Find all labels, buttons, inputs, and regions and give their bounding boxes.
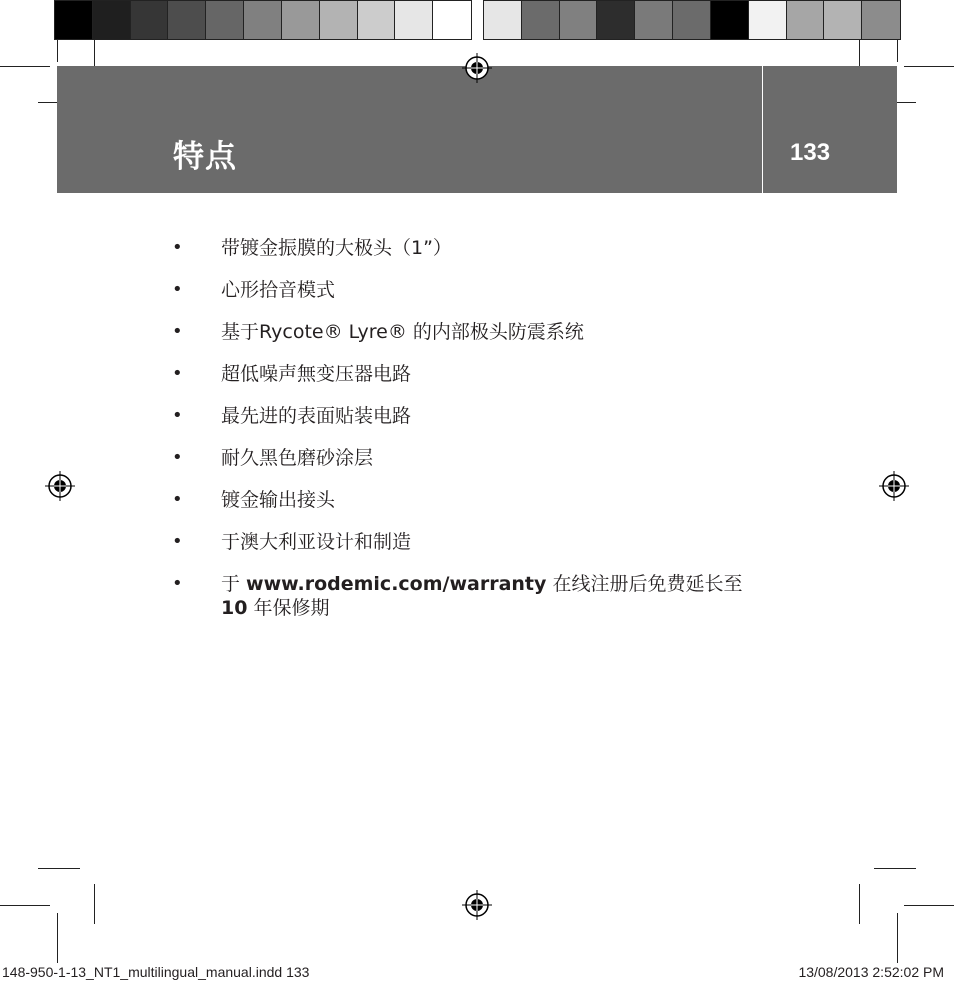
page-title: 特点	[173, 139, 237, 175]
registration-mark-icon	[879, 471, 909, 501]
crop-mark	[94, 884, 95, 924]
feature-text: 于澳大利亚设计和制造	[221, 531, 412, 553]
feature-text: 心形拾音模式	[221, 279, 336, 301]
color-swatch	[560, 1, 598, 39]
registration-mark-icon	[45, 471, 75, 501]
crop-mark	[904, 66, 954, 67]
color-swatch	[787, 1, 825, 39]
feature-item	[170, 446, 790, 470]
crop-mark	[897, 913, 898, 963]
feature-text: 耐久黑色磨砂涂层	[221, 447, 374, 469]
bullet: •	[172, 405, 183, 426]
color-swatch	[824, 1, 862, 39]
color-swatch	[206, 1, 244, 39]
warranty-prefix: 于	[221, 573, 247, 595]
registration-mark-icon	[462, 53, 492, 83]
color-swatch	[320, 1, 358, 39]
color-swatch	[635, 1, 673, 39]
warranty-years: 10	[221, 597, 248, 619]
feature-item-warranty	[170, 572, 790, 620]
registration-mark-icon	[462, 890, 492, 920]
color-swatch	[93, 1, 131, 39]
feature-item	[170, 278, 790, 302]
crop-mark	[897, 40, 898, 62]
warranty-link[interactable]: www.rodemic.com/warranty	[246, 573, 547, 595]
feature-text: 镀金输出接头	[221, 489, 336, 511]
feature-item	[170, 320, 790, 344]
feature-text: 超低噪声無变压器电路	[221, 363, 412, 385]
color-swatch	[711, 1, 749, 39]
bullet: •	[172, 573, 183, 594]
feature-item	[170, 236, 790, 260]
feature-text: 最先进的表面贴装电路	[221, 405, 412, 427]
feature-item	[170, 404, 790, 428]
header-divider	[762, 66, 763, 193]
color-swatch	[55, 1, 93, 39]
color-bar-left	[54, 0, 472, 40]
feature-text: 基于Rycote® Lyre® 的内部极头防震系统	[221, 321, 584, 343]
feature-item	[170, 530, 790, 554]
bullet: •	[172, 531, 183, 552]
color-swatch	[168, 1, 206, 39]
bullet: •	[172, 447, 183, 468]
warranty-middle: 在线注册后免费延长至	[546, 573, 743, 595]
color-swatch	[673, 1, 711, 39]
feature-item	[170, 488, 790, 512]
color-swatch	[522, 1, 560, 39]
color-bar-right	[483, 0, 901, 40]
color-swatch	[597, 1, 635, 39]
crop-mark	[0, 905, 50, 906]
bullet: •	[172, 363, 183, 384]
crop-mark	[859, 884, 860, 924]
page-number: 133	[790, 139, 831, 166]
bullet: •	[172, 237, 183, 258]
bullet: •	[172, 321, 183, 342]
color-swatch	[395, 1, 433, 39]
crop-mark	[904, 905, 954, 906]
crop-mark	[57, 40, 58, 62]
crop-mark	[57, 913, 58, 963]
color-swatch	[282, 1, 320, 39]
crop-mark	[874, 868, 916, 869]
crop-mark	[38, 868, 80, 869]
color-swatch	[131, 1, 169, 39]
color-swatch	[358, 1, 396, 39]
color-swatch	[244, 1, 282, 39]
bullet: •	[172, 279, 183, 300]
color-swatch	[433, 1, 471, 39]
feature-list	[170, 236, 790, 638]
feature-text: 带镀金振膜的大极头（1”）	[221, 237, 452, 259]
feature-item	[170, 362, 790, 386]
color-swatch	[862, 1, 900, 39]
color-swatch	[484, 1, 522, 39]
crop-mark	[0, 66, 50, 67]
file-slug: 148-950-1-13_NT1_multilingual_manual.indd 133	[2, 964, 310, 980]
color-swatch	[749, 1, 787, 39]
warranty-suffix: 年保修期	[247, 597, 330, 619]
date-slug: 13/08/2013 2:52:02 PM	[798, 964, 944, 980]
bullet: •	[172, 489, 183, 510]
